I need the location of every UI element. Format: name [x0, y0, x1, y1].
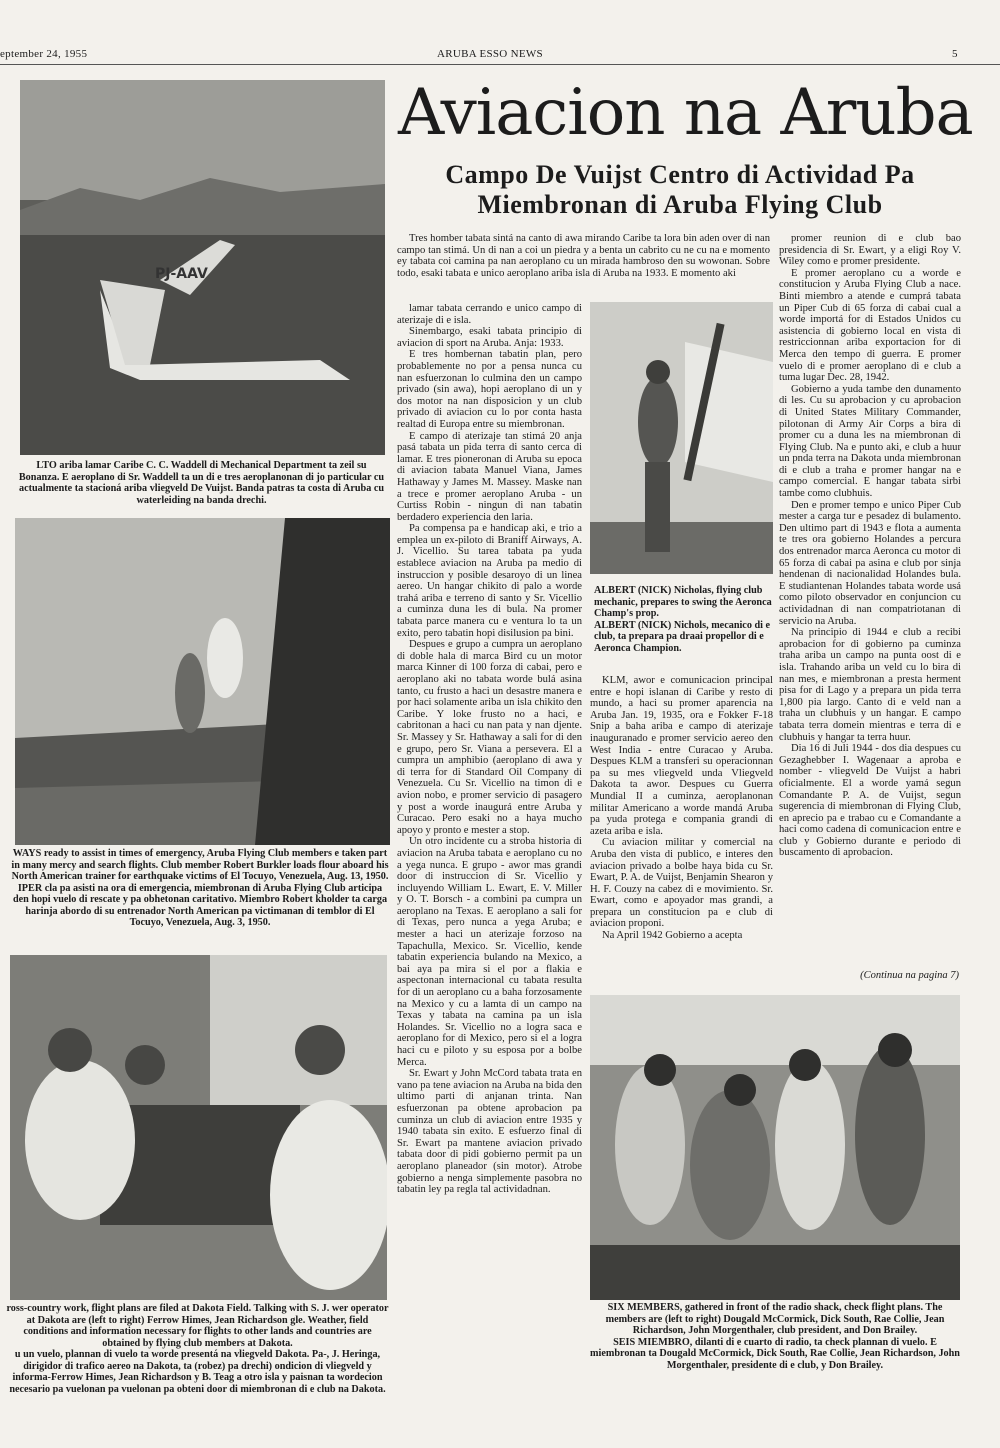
photo3-caption [5, 1303, 390, 1415]
article-column-1 [397, 303, 582, 1408]
photo2-caption-pap: IPER cla pa asisti na ora di emergencia, miembronan di Aruba Flying Club articipa den hopi vuelo di rescate y pa obhetonan caritativo. Miembro Robert kholder ta carga harinja abordo di su entrenador North American pa victimanan di temblor di El Tocuyo, Venezuela, Aug. 3, 1950. [12, 882, 388, 928]
col1-p2: Sinembargo, esaki tabata principio di aviacion di sport na Aruba. Anja: 1933. [397, 326, 582, 349]
col1-p3: E tres hombernan tabatin plan, pero probablemente no por a pensa nunca cu nan esfuerzonan lo culmina den un campo privado (sin awa), hopi aeroplano di un y dos motor na nan disposicion y un club privado di aviacion cu lo por conta hasta realtad di Europa entre su miembronan. [397, 349, 582, 430]
intro-paragraph: Tres homber tabata sintá na canto di awa mirando Caribe ta lora bin aden over di nan campo tan stimá. Un di nan a coi un piedra y a benta un cabrito cu ne cu na e momento ey tabata coi camina pa nan aeroplano cu un mirada hambroso den su wowonan. Sobre todo, esaki tabata e unico aeroplano ariba isla di Aruba na 1933. E momento aki [397, 233, 770, 279]
photo-flight-plans-dakota [10, 955, 387, 1300]
col1-p6: Despues e grupo a cumpra un aeroplano di doble hala di marca Bird cu un motor marca Kinner di 100 forza di cabai, pero e aeroplano aki no tabata worde bulá asina tanto, cu frusto a haci un desastre manera e por haci solamente ariba un isla chikito den Caribe. Y loke frusto no a haci, e cabritonan a haci cu nan pata y nan djente. Sr. Massey y Sr. Hathaway a sali for di den e grupo, pero Sr. Viana a persevera. El a cumpra un amphibio (aeroplano di awa y di terra for di Standard Oil Company di Venezuela. Cu Sr. Vicellio na timon di e avion nobo, e promer servicio di pasagero y post a worde inaugurá entre Aruba y Curacao. Pero esaki no a haya mucho apoyo y pronto e mester a stop. [397, 639, 582, 836]
continued-note: (Continua na pagina 7) [860, 970, 959, 981]
col1-p8: Sr. Ewart y John McCord tabata trata en vano pa tene aviacion na Aruba na bida den ultimo parti di anjanan trinta. Nan esfuerzonan pa obtene aprobacion pa cuminza un club di aviacion entre 1935 y 1940 tabata sin exito. E esfuerzo final di Sr. Ewart pa mantene aviacion privado tabata door di pidi gobierno permit pa un aeroplano planeador (sin motor). Atrobe gobierno a nenga simplemente pasobra no tabatin ley pa regla tal actividadnan. [397, 1068, 582, 1196]
photo-flour-loading [15, 518, 390, 845]
col2-p3: Na April 1942 Gobierno a acepta [602, 930, 743, 942]
header-rule [0, 64, 1000, 65]
photo5-caption-pap: SEIS MIEMBRO, dilanti di e cuarto di radio, ta check plannan di vuelo. E miembronan ta Dougald McCormick, Dick South, Rae Collie, Jean Richardson, John Morgenthaler, presidente di e club, y Don Brailey. [590, 1336, 960, 1371]
col3-p4: Den e promer tempo e unico Piper Cub mester a carga tur e pesadez di bulamento. Den ultimo part di 1943 e flota a aumenta te tres ora gobierno Holandes a percura dos entrenador marca Aeronca cu motor di 65 forza di cabai pa asina e club por sinja hendenan di nacionalidad Holandes bula. E studiantenan Holandes tabata worde usá como piloto observador en conjuncion cu actividadnan di nan compatriotanan di servicio na Aruba. [779, 499, 961, 627]
photo4-caption-pap: ALBERT (NICK) Nichols, mecanico di e club, ta prepara pa draai propellor di e Aeronca Champion. [594, 619, 771, 654]
newspaper-name: ARUBA ESSO NEWS [437, 48, 543, 60]
article-column-3 [779, 233, 961, 973]
article-intro [397, 233, 770, 303]
photo4-caption-en: ALBERT (NICK) Nicholas, flying club mechanic, prepares to swing the Aeronca Champ's prop. [594, 585, 772, 619]
photo5-caption [590, 1302, 960, 1412]
photo2-caption-en: WAYS ready to assist in times of emergency, Aruba Flying Club members e taken part in many mercy and search flights. Club member Robert Burkler loads flour aboard his North American trainer for earthquake victims of El Tocuyo, Venezuela, Aug. 13, 1950. [11, 848, 389, 882]
photo5-caption-en: SIX MEMBERS, gathered in front of the radio shack, check flight plans. The members are (left to right) Dougald McCormick, Dick South, Rae Collie, Jean Richardson, John Morgenthaler, club president, and Don Brailey. [605, 1302, 945, 1336]
article-subtitle: Campo De Vuijst Centro di Actividad Pa Miembronan di Aruba Flying Club [445, 160, 915, 219]
col3-p5: Na principio di 1944 e club a recibi aprobacion for di gobierno pa cuminza traha ariba un campo na punta oost di e isla. Trahando ariba un veld cu lo bira di nan mes, e miembronan a presta herment pisa for di Lago y a prepara un pida terra 1,800 pia largo. Canto di e veld nan a traha un clubhuis y un hangar. E campo tabata terra domein mientras e terra di e clubhuis y hangar ta terra huur. [779, 627, 961, 743]
issue-date: eptember 24, 1955 [0, 48, 88, 60]
col1-p4: E campo di aterizaje tan stimá 20 anja pasá tabata un pida terra di santo cerca di lamar. E tres pioneronan di Aruba su epoca di aviacion tabata Manuel Viana, James Hathaway y James M. Massey. Maske nan a trece e promer aeroplano Aruba - un Curtiss Robin - ningun di nan tabatin berdadero experiencia den laria. [397, 430, 582, 523]
photo3-caption-pap: u un vuelo, plannan di vuelo ta worde presentá na vliegveld Dakota. Pa-, J. Heringa, dirigidor di trafico aereo na Dakota, ta (robez) pa drechi) ondicion di vliegveld y informa-Ferrow Himes, Jean Richardson y B. Teag a otro isla y paisnan ta wordecion necesario pa vuelonan pa vuelonan pa obteni door di miembronan di e club na Dakota. [9, 1349, 386, 1395]
aircraft-registration: PJ-AAV [155, 266, 208, 282]
col3-p2: E promer aeroplano cu a worde e constitucion y Aruba Flying Club a nace. Binti miembro a atende e cumprá tabata un Piper Cub di 65 forza di cabai cual a worde importá for di Estados Unidos cu asistencia di gobierno local en vista di restriccionnan ariba exportacion for di Merca den tempo di guerra. E promer vuelo di e promer aeroplano di e club a tuma lugar Dec. 28, 1942. [779, 267, 961, 384]
col2-p2: Cu aviacion militar y comercial na Aruba den vista di publico, e interes den aviacion privado a bolbe haya bida cu Sr. Ewart, P. A. de Vuijst, Benjamin Shearon y H. F. Couzy na cabez di e movimiento. Sr. Ewart, como e apoyador mas grandi, a prepara un constitucion pa e club di aviacion proponi. [590, 837, 773, 930]
col3-p1: promer reunion di e club bao presidencia di Sr. Ewart, y a eligi Roy V. Wiley como e promer presidente. [779, 233, 961, 268]
col1-p5: Pa compensa pa e handicap aki, e trio a emplea un ex-piloto di Braniff Airways, A. J. Vicellio. Su tarea tabata pa yuda establece aviacion na Aruba pa medio di instruccion y posible desaroyo di un linea aereo. Un hangar chikito di palo a worde trahá ariba e terreno di santo y Sr. Vicellio a cuminza duna les di bula. Na promer tabata parce manera cu e ventura lo ta un exito, pero tabatin hopi disilusion pa bini. [397, 523, 582, 639]
photo-six-members [590, 995, 960, 1300]
col1-p1: lamar tabata cerrando e unico campo di aterizaje di e isla. [397, 303, 582, 326]
article-title: Aviacion na Aruba [398, 76, 973, 150]
page-number: 5 [952, 48, 958, 60]
col3-p6: Dia 16 di Juli 1944 - dos dia despues cu Gezaghebber I. Wagenaar a aproba e nomber - vliegveld De Vuijst a habri oficialmente. El a worde yamá segun Comandante P. A. de Vuijst, segun sugerencia di miembronan di Flying Club, en aprecio pa e trabao cu e Comandante a haci como cadena di comunicacion entre e club y Gobierno durante e periodo di buscamento di aprobacion. [779, 743, 961, 859]
col3-p3: Gobierno a yuda tambe den dunamento di les. Cu su aprobacion y cu aprobacion di United States Military Commander, pilotonan di Army Air Corps a bira di promer cu a duna les na miembronan di Flying Club. Na e punto aki, e club a huur un pnda terra na Dakota unda miembronan di e club a traha e promer hangar na e campo comercial. E hangar tabata sirbi tambe como clubhuis. [779, 383, 961, 500]
photo3-caption-en: ross-country work, flight plans are filed at Dakota Field. Talking with S. J. wer operator at Dakota are (left to right) Ferrow Himes, Jean Richardson gle. Weather, field conditions and information necessary for flights to other lands and countries are obtained by flying club members at Dakota. [6, 1303, 389, 1349]
photo-mechanic-propeller [590, 302, 773, 574]
col1-p7: Un otro incidente cu a stroba historia di aviacion na Aruba tabata e aeroplano cu no a yega nunca. E grupo - awor mas grandi door di instruccion di Sr. Vicellio y incluyendo William L. Ewart, E. V. Miller y O. T. Borsch - a combini pa cumpra un aeroplano na Texas. E aeroplano a sali for di Texas, pero nunca a yega Aruba; e mester a haci un aterizaje forzoso na Tapachulla, Mexico. Sr. Vicellio, kende tabatin experiencia bulando na Mexico, a bai aya pa mira si el por a flakia e aspectonan internacional cu tabata resulta for di un aeroplano cu a baha forzosamente na Mexico y cu a lamta di un campo na Texas y tabata na camina pa un isla Holandes. Sr. Vicellio no a logra saca e aeroplano for di Mexico, pero si el a logra haci cu e piloto y su esposa por a bolbe Merca. [397, 836, 582, 1068]
col2-p1: KLM, awor e comunicacion principal entre e hopi islanan di Caribe y resto di mundo, a haci su promer aparencia na Aruba Jan. 19, 1935, ora e Fokker F-18 Snip a baha ariba e campo di aterizaje inauguranado e promer servicio aereo den West India - entre Curacao y Aruba. Despues KLM a transferi su operacionnan pa su mes vliegveld unda Vliegveld Dakota ta awor. Despues cu Guerra Mundial II a cuminza, aeroplanonan militar Americano a worde mandá Aruba pa yuda protega e compania grandi di azeta ariba e isla. [590, 675, 773, 837]
article-column-2 [590, 675, 773, 990]
photo2-caption [10, 848, 390, 968]
photo1-caption [15, 460, 388, 512]
photo4-caption [594, 585, 774, 655]
photo1-caption-text: LTO ariba lamar Caribe C. C. Waddell di Mechanical Department ta zeil su Bonanza. E aeroplano di Sr. Waddell ta un di e tres aeroplanonan di jo particular cu actualmente ta stacioná ariba vliegveld De Vuijst. Banda patras ta costa di Aruba cu waterleiding na banda drechi. [18, 460, 385, 506]
